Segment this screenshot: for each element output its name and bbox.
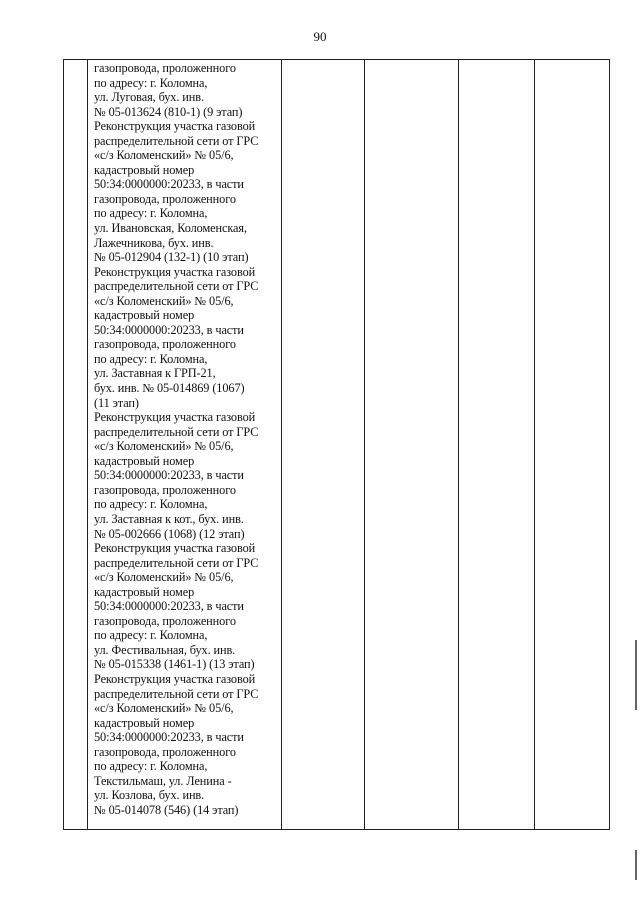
cell-text-line: ул. Луговая, бух. инв.	[94, 90, 204, 105]
scan-edge-mark	[635, 640, 637, 710]
cell-text-line: ул. Ивановская, Коломенская,	[94, 221, 247, 236]
table-bottom-border	[63, 829, 610, 830]
cell-text-line: ул. Заставная к ГРП-21,	[94, 366, 216, 381]
cell-text-line: по адресу: г. Коломна,	[94, 759, 208, 774]
column-border	[609, 59, 610, 830]
cell-text-line: по адресу: г. Коломна,	[94, 497, 208, 512]
cell-text-line: Реконструкция участка газовой	[94, 410, 256, 425]
cell-text-line: «с/з Коломенский» № 05/6,	[94, 439, 234, 454]
cell-text-line: № 05-013624 (810-1) (9 этап)	[94, 104, 243, 119]
cell-text-line: 50:34:0000000:20233, в части	[94, 468, 244, 483]
cell-text-line: Реконструкция участка газовой	[94, 541, 256, 556]
cell-text-line: газопровода, проложенного	[94, 61, 236, 75]
cell-text-line: распределительной сети от ГРС	[94, 686, 259, 701]
cell-text-line: газопровода, проложенного	[94, 613, 236, 628]
cell-text-line: по адресу: г. Коломна,	[94, 628, 208, 643]
cell-text-line: (11 этап)	[94, 395, 139, 410]
cell-text-line: Реконструкция участка газовой	[94, 264, 256, 279]
cell-text-line: по адресу: г. Коломна,	[94, 351, 208, 366]
column-border	[63, 59, 64, 830]
cell-text-line: кадастровый номер	[94, 715, 195, 730]
cell-text-line: 50:34:0000000:20233, в части	[94, 177, 244, 192]
cell-text-line: 50:34:0000000:20233, в части	[94, 322, 244, 337]
page-number: 90	[313, 29, 327, 44]
cell-text-line: по адресу: г. Коломна,	[94, 206, 208, 221]
cell-text-line: газопровода, проложенного	[94, 337, 236, 352]
cell-text-line: кадастровый номер	[94, 308, 195, 323]
cell-text-line: № 05-014078 (546) (14 этап)	[94, 802, 239, 817]
cell-text-line: «с/з Коломенский» № 05/6,	[94, 148, 234, 163]
cell-text-line: Реконструкция участка газовой	[94, 671, 256, 686]
cell-text-line: распределительной сети от ГРС	[94, 424, 259, 439]
description-cell	[94, 61, 280, 817]
cell-text-line: кадастровый номер	[94, 584, 195, 599]
cell-text-line: 50:34:0000000:20233, в части	[94, 599, 244, 614]
cell-text-line: Лажечникова, бух. инв.	[94, 235, 214, 250]
column-border	[458, 59, 459, 830]
column-border	[364, 59, 365, 830]
scan-edge-mark	[635, 850, 637, 880]
cell-text-line: кадастровый номер	[94, 453, 195, 468]
cell-text-line: Реконструкция участка газовой	[94, 119, 256, 134]
cell-text-line: Текстильмаш, ул. Ленина -	[94, 773, 232, 788]
cell-text-line: бух. инв. № 05-014869 (1067)	[94, 381, 245, 396]
cell-text-line: газопровода, проложенного	[94, 482, 236, 497]
cell-text-line: распределительной сети от ГРС	[94, 279, 259, 294]
table-top-border	[63, 59, 610, 60]
cell-text-line: ул. Фестивальная, бух. инв.	[94, 642, 236, 657]
cell-text-line: распределительной сети от ГРС	[94, 555, 259, 570]
cell-text-line: «с/з Коломенский» № 05/6,	[94, 570, 234, 585]
cell-text-line: «с/з Коломенский» № 05/6,	[94, 293, 234, 308]
cell-text-line: газопровода, проложенного	[94, 191, 236, 206]
cell-text-line: газопровода, проложенного	[94, 744, 236, 759]
cell-text-line: 50:34:0000000:20233, в части	[94, 730, 244, 745]
cell-text-line: № 05-002666 (1068) (12 этап)	[94, 526, 245, 541]
column-border	[281, 59, 282, 830]
cell-text-line: ул. Козлова, бух. инв.	[94, 788, 205, 803]
cell-text-line: «с/з Коломенский» № 05/6,	[94, 701, 234, 716]
cell-text-line: по адресу: г. Коломна,	[94, 75, 208, 90]
cell-text-line: № 05-012904 (132-1) (10 этап)	[94, 250, 249, 265]
column-border	[87, 59, 88, 830]
cell-text-line: распределительной сети от ГРС	[94, 133, 259, 148]
cell-text-line: № 05-015338 (1461-1) (13 этап)	[94, 657, 255, 672]
cell-text-line: кадастровый номер	[94, 162, 195, 177]
column-border	[534, 59, 535, 830]
cell-text-line: ул. Заставная к кот., бух. инв.	[94, 511, 244, 526]
